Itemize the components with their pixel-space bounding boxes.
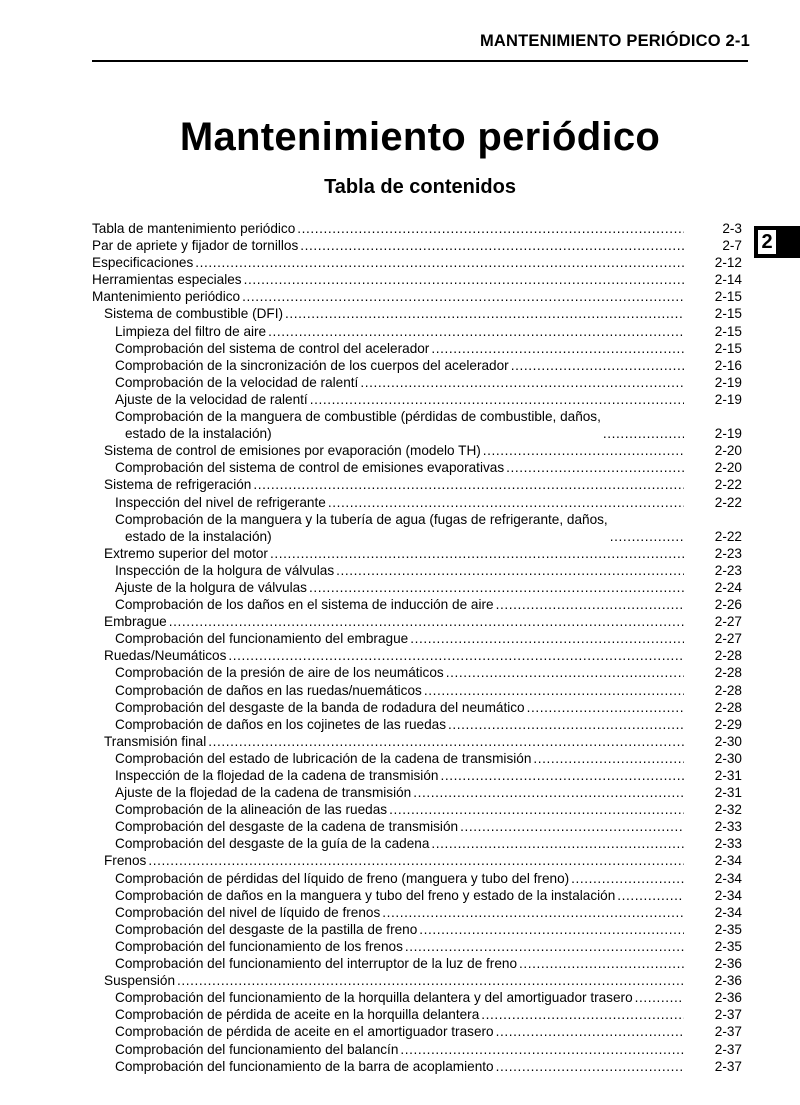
toc-page-number: 2-28 [714,699,742,715]
chapter-tab [754,226,800,258]
toc-entry[interactable] [92,391,742,408]
toc-page-number: 2-23 [714,545,742,561]
toc-page-number: 2-36 [714,956,742,972]
toc-entry-title: Limpieza del filtro de aire [115,323,267,339]
toc-entry[interactable] [92,562,742,579]
toc-entry[interactable] [92,647,742,664]
toc-leader-dots [253,476,684,493]
toc-entry-title: Ruedas/Neumáticos [104,648,227,664]
toc-entry[interactable] [92,545,742,562]
toc-entry[interactable] [92,237,742,254]
toc-leader-dots [419,921,684,938]
toc-page-number: 2-15 [714,289,742,305]
toc-page-number: 2-20 [714,460,742,476]
toc-entry[interactable] [92,630,742,647]
toc-entry-title: Comprobación del desgaste de la cadena de transmisión [115,819,459,835]
toc-leader-dots [360,374,684,391]
toc-entry[interactable] [92,835,742,852]
toc-entry[interactable] [92,664,742,681]
toc-entry[interactable] [92,818,742,835]
toc-entry[interactable] [92,288,742,305]
toc-entry[interactable] [92,750,742,767]
toc-entry-title: Comprobación de la sincronización de los cuerpos del acelerador [115,357,509,373]
toc-entry-title [115,408,601,442]
toc-entry-title: Par de apriete y fijador de tornillos [92,238,299,254]
toc-page-number: 2-23 [714,562,742,578]
table-of-contents [92,220,742,1075]
toc-leader-dots [177,972,684,989]
toc-entry-title: Especificaciones [92,255,194,271]
toc-page-number: 2-27 [714,631,742,647]
toc-entry-title: Comprobación de daños en la manguera y tubo del freno y estado de la instalación [115,887,616,903]
toc-entry-title: Embrague [104,614,167,630]
toc-page-number: 2-28 [714,665,742,681]
toc-leader-dots [300,237,684,254]
toc-page-number: 2-19 [714,426,742,442]
toc-leader-dots [431,340,684,357]
toc-entry[interactable] [92,733,742,750]
toc-leader-dots [382,904,684,921]
toc-page-number: 2-35 [714,938,742,954]
toc-page-number: 2-36 [714,973,742,989]
toc-entry[interactable] [92,357,742,374]
toc-entry[interactable] [92,1041,742,1058]
toc-entry-title: Herramientas especiales [92,272,242,288]
toc-entry[interactable] [92,220,742,237]
toc-entry-title: Inspección de la flojedad de la cadena de transmisión [115,768,439,783]
toc-entry[interactable] [92,852,742,869]
toc-leader-dots [148,852,684,869]
toc-leader-dots [519,955,684,972]
toc-entry-title-line: Comprobación de la manguera y la tubería de agua (fugas de refrigerante, daños, [115,511,608,527]
toc-entry[interactable] [92,801,742,818]
toc-entry[interactable] [92,1006,742,1023]
toc-page-number: 2-7 [722,238,742,254]
toc-leader-dots [446,664,684,681]
toc-entry-title: Comprobación del desgaste de la guía de la cadena [115,836,430,852]
toc-entry[interactable] [92,323,742,340]
toc-leader-dots [244,271,684,288]
toc-entry[interactable] [92,1023,742,1040]
toc-leader-dots [617,887,684,904]
toc-page-number: 2-15 [714,306,742,322]
toc-leader-dots [483,442,684,459]
toc-entry-title: Comprobación del sistema de control de emisiones evaporativas [115,460,505,476]
toc-page-number: 2-19 [714,374,742,390]
toc-entry[interactable] [92,887,742,904]
toc-page-number: 2-26 [714,597,742,613]
toc-leader-dots [506,459,684,476]
toc-page-number: 2-34 [714,887,742,903]
toc-leader-dots [527,699,684,716]
toc-entry-title: Extremo superior del motor [104,545,268,561]
toc-entry[interactable] [92,1058,742,1075]
toc-page-number: 2-37 [714,1041,742,1057]
toc-entry[interactable] [92,442,742,459]
toc-page-number: 2-30 [714,733,742,749]
toc-entry[interactable] [92,271,742,288]
toc-page-number: 2-22 [714,477,742,493]
toc-entry[interactable] [92,579,742,596]
toc-page-number: 2-31 [714,768,742,783]
toc-entry-title: Comprobación del funcionamiento del embrague [115,631,409,647]
toc-page-number: 2-35 [714,921,742,937]
toc-page-number: 2-3 [722,221,742,236]
toc-page-number: 2-28 [714,648,742,664]
toc-leader-dots [195,254,684,271]
toc-entry-title-continuation: estado de la instalación) [125,426,272,442]
toc-leader-dots [481,1006,684,1023]
toc-entry-title: Comprobación de pérdida de aceite en el amortiguador trasero [115,1024,494,1040]
toc-entry-title: Frenos [104,853,147,869]
toc-page-number: 2-19 [714,391,742,407]
toc-entry[interactable] [92,459,742,476]
toc-entry-title: Comprobación del funcionamiento del interruptor de la luz de freno [115,956,518,972]
toc-entry[interactable] [92,904,742,921]
toc-entry[interactable] [92,254,742,271]
toc-entry-title: Comprobación de daños en los cojinetes de las ruedas [115,716,446,732]
toc-page-number: 2-36 [714,990,742,1006]
toc-page-number: 2-29 [714,716,742,732]
toc-page-number: 2-15 [714,323,742,339]
toc-leader-dots [268,323,684,340]
toc-entry-title: Comprobación del funcionamiento de los frenos [115,938,403,954]
toc-leader-dots [285,305,684,322]
toc-entry-title: Transmisión final [104,733,207,749]
toc-entry[interactable] [92,340,742,357]
toc-entry-title: Comprobación del desgaste de la banda de rodadura del neumático [115,699,525,715]
toc-entry-title: Comprobación de pérdida de aceite en la horquilla delantera [115,1007,480,1023]
toc-leader-dots [405,938,684,955]
chapter-number: 2 [757,229,777,255]
toc-page-number: 2-16 [714,357,742,373]
toc-entry-title: Comprobación de pérdidas del líquido de freno (manguera y tubo del freno) [115,870,570,886]
toc-leader-dots [310,391,684,408]
toc-page-number: 2-28 [714,682,742,698]
toc-entry-title [115,511,608,545]
toc-entry-title: Comprobación de la velocidad de ralentí [115,374,359,390]
toc-entry-title: Tabla de mantenimiento periódico [92,221,296,236]
toc-page-number: 2-33 [714,836,742,852]
page-subtitle: Tabla de contenidos [324,176,516,198]
toc-page-number: 2-37 [714,1058,742,1074]
toc-entry-title: Comprobación de la presión de aire de los neumáticos [115,665,444,681]
toc-page-number: 2-34 [714,853,742,869]
toc-entry[interactable] [92,494,742,511]
toc-page-number: 2-34 [714,870,742,886]
toc-page-number: 2-12 [714,255,742,271]
toc-entry[interactable] [92,716,742,733]
toc-leader-dots [496,1023,684,1040]
toc-leader-dots [610,528,684,545]
toc-page-number: 2-20 [714,443,742,459]
toc-entry[interactable] [92,955,742,972]
toc-entry[interactable] [92,784,742,801]
toc-page-number: 2-30 [714,750,742,766]
toc-entry[interactable] [92,596,742,613]
toc-page-number: 2-22 [714,494,742,510]
toc-leader-dots [389,801,684,818]
toc-leader-dots [270,545,684,562]
toc-page-number: 2-15 [714,340,742,356]
toc-leader-dots [208,733,684,750]
header-rule [92,60,748,62]
toc-entry-title-line: Comprobación de la manguera de combustible (pérdidas de combustible, daños, [115,409,601,425]
toc-entry-title: Comprobación del funcionamiento del balancín [115,1041,399,1057]
toc-leader-dots [496,1058,684,1075]
toc-leader-dots [448,716,684,733]
toc-leader-dots [424,682,684,699]
toc-leader-dots [328,494,684,511]
page-title: Mantenimiento periódico [179,115,661,159]
toc-entry[interactable] [92,921,742,938]
toc-entry-title: Comprobación de la alineación de las ruedas [115,802,388,818]
toc-entry-title: Ajuste de la flojedad de la cadena de transmisión [115,785,412,801]
toc-entry[interactable] [92,682,742,699]
toc-entry[interactable] [92,476,742,493]
toc-entry-title: Inspección del nivel de refrigerante [115,494,326,510]
toc-leader-dots [228,647,684,664]
toc-entry-title: Sistema de combustible (DFI) [104,306,284,322]
toc-entry[interactable] [92,938,742,955]
toc-entry-title: Comprobación de daños en las ruedas/nuemáticos [115,682,422,698]
toc-page-number: 2-34 [714,904,742,920]
toc-leader-dots [603,425,684,442]
toc-leader-dots [533,750,684,767]
toc-leader-dots [309,579,684,596]
toc-entry-title: Comprobación del funcionamiento de la barra de acoplamiento [115,1058,494,1074]
toc-entry-title: Sistema de control de emisiones por evaporación (modelo TH) [104,443,481,459]
toc-entry-title: Comprobación de los daños en el sistema de inducción de aire [115,597,494,613]
toc-entry-title: Suspensión [104,973,176,989]
toc-page-number: 2-31 [714,785,742,801]
toc-page-number: 2-37 [714,1024,742,1040]
toc-leader-dots [413,784,684,801]
toc-entry-title: Ajuste de la velocidad de ralentí [115,391,308,407]
toc-entry[interactable] [92,870,742,887]
toc-leader-dots [336,562,684,579]
toc-leader-dots [410,630,684,647]
toc-entry[interactable] [92,989,742,1006]
toc-page-number: 2-32 [714,802,742,818]
toc-leader-dots [297,220,684,237]
toc-entry[interactable] [92,972,742,989]
toc-entry-title: Comprobación del funcionamiento de la horquilla delantera y del amortiguador trasero [115,990,633,1006]
toc-entry-title: Comprobación del estado de lubricación de la cadena de transmisión [115,750,532,766]
toc-entry-title: Comprobación del sistema de control del acelerador [115,340,430,356]
toc-entry-title: Inspección de la holgura de válvulas [115,562,335,578]
toc-page-number: 2-37 [714,1007,742,1023]
toc-page-number: 2-22 [714,528,742,544]
toc-entry[interactable] [92,699,742,716]
toc-leader-dots [242,288,684,305]
toc-leader-dots [431,835,684,852]
toc-page-number: 2-27 [714,614,742,630]
toc-entry[interactable] [92,305,742,322]
toc-entry-title: Mantenimiento periódico [92,289,241,305]
toc-page-number: 2-33 [714,819,742,835]
toc-page-number: 2-24 [714,579,742,595]
toc-leader-dots [511,357,684,374]
toc-entry[interactable] [92,511,742,545]
toc-leader-dots [460,818,684,835]
toc-leader-dots [400,1041,684,1058]
toc-leader-dots [635,989,684,1006]
toc-entry[interactable] [92,613,742,630]
toc-entry-title-continuation: estado de la instalación) [125,528,272,544]
toc-leader-dots [169,613,684,630]
toc-leader-dots [496,596,684,613]
running-header: MANTENIMIENTO PERIÓDICO 2-1 [479,32,750,50]
toc-page-number: 2-14 [714,272,742,288]
toc-leader-dots [440,767,684,784]
toc-entry-title: Comprobación del nivel de líquido de frenos [115,904,381,920]
toc-entry[interactable] [92,374,742,391]
toc-entry-title: Ajuste de la holgura de válvulas [115,579,307,595]
toc-entry[interactable] [92,408,742,442]
toc-entry-title: Comprobación del desgaste de la pastilla de freno [115,921,418,937]
toc-leader-dots [571,870,684,887]
toc-entry-title: Sistema de refrigeración [104,477,252,493]
toc-entry[interactable] [92,767,742,784]
